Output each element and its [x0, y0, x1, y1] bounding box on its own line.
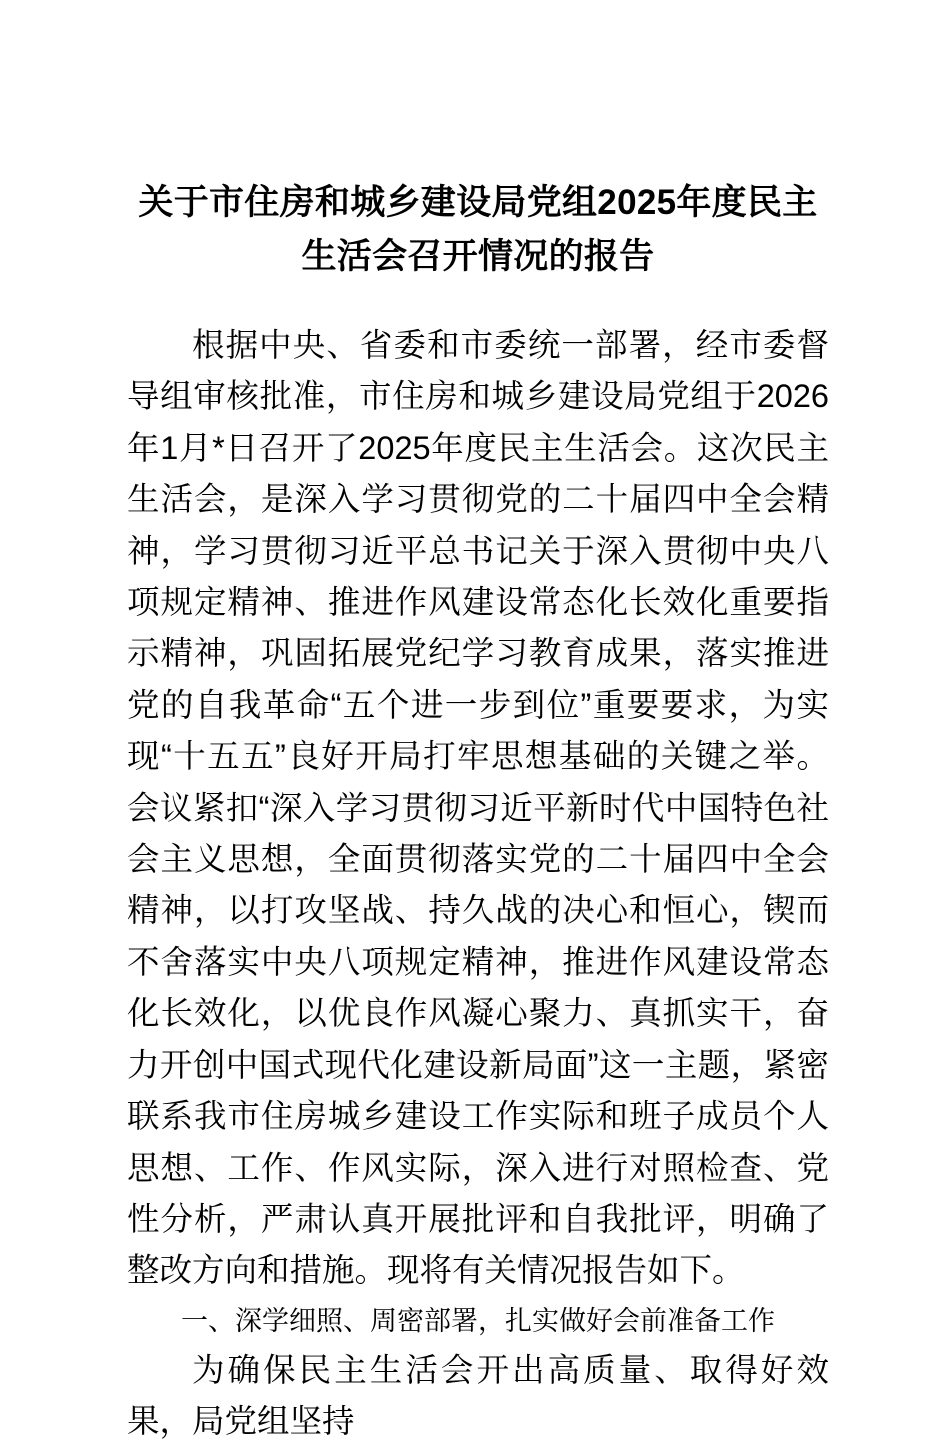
document-content-column: [127, 0, 829, 1448]
document-title: 关于市住房和城乡建设局党组2025年度民主生活会召开情况的报告: [138, 183, 818, 276]
lead-paragraph: 根据中央、省委和市委统一部署，经市委督导组审核批准，市住房和城乡建设局党组于2026年1月*日召开了2025年度民主生活会。这次民主生活会，是深入学习贯彻党的二十届四中全会精神，学习贯彻习近平总书记关于深入贯彻中央八项规定精神、推进作风建设常态化长效化重要指示精神，巩固拓展党纪学习教育成果，落实推进党的自我革命“五个进一步到位”重要要求，为实现“十五五”良好开局打牢思想基础的关键之举。会议紧扣“深入学习贯彻习近平新时代中国特色社会主义思想，全面贯彻落实党的二十届四中全会精神，以打攻坚战、持久战的决心和恒心，锲而不舍落实中央八项规定精神，推进作风建设常态化长效化，以优良作风凝心聚力、真抓实干，奋力开创中国式现代化建设新局面”这一主题，紧密联系我市住房城乡建设工作实际和班子成员个人思想、工作、作风实际，深入进行对照检查、党性分析，严肃认真开展批评和自我批评，明确了整改方向和措施。现将有关情况报告如下。: [127, 327, 829, 1289]
section-heading-1: 一、深学细照、周密部署，扎实做好会前准备工作: [181, 1305, 775, 1336]
section-1-paragraph: 为确保民主生活会开出高质量、取得好效果，局党组坚持: [127, 1351, 829, 1440]
